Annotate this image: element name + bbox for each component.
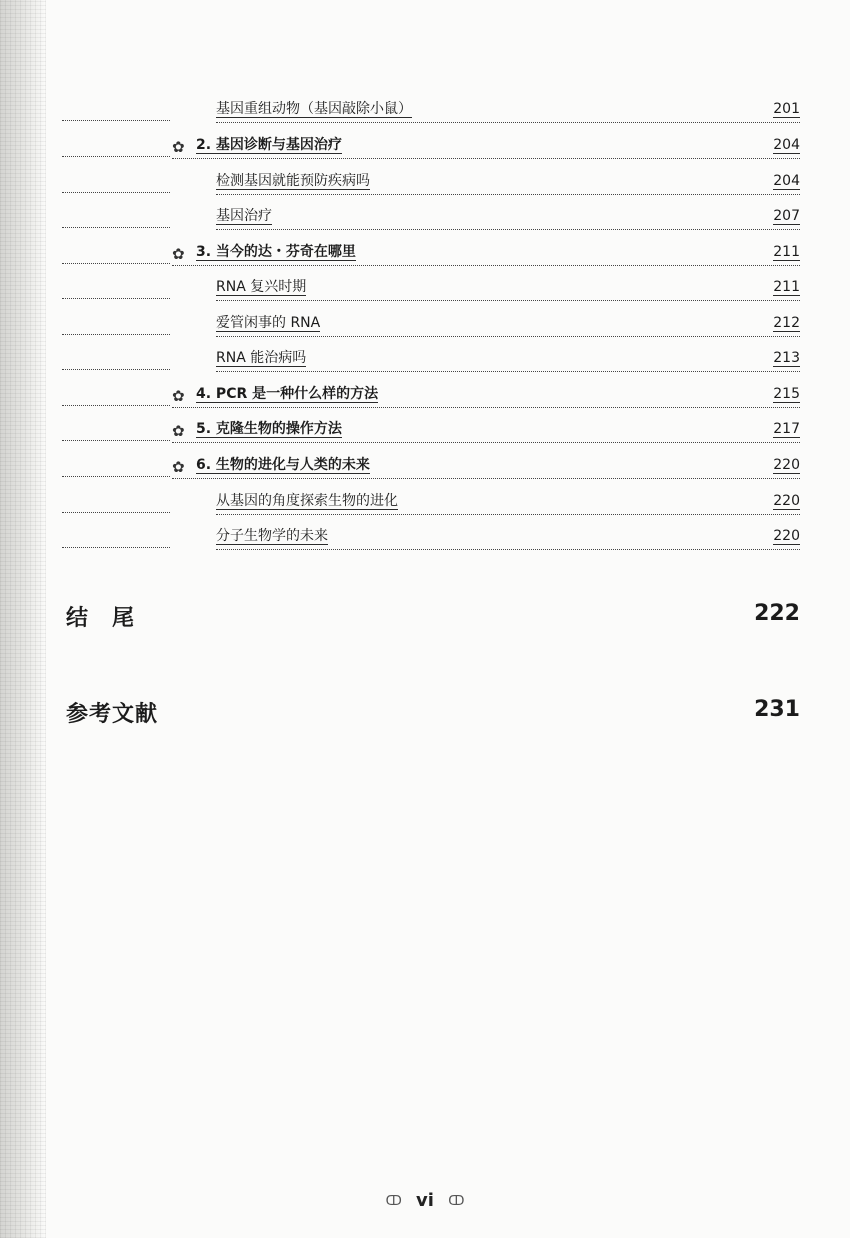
- page-binding-edge: [0, 0, 46, 1238]
- toc-entry[interactable]: [216, 345, 800, 372]
- toc-section-page[interactable]: 211: [773, 244, 800, 260]
- flower-bullet-icon: ✿: [172, 458, 185, 476]
- toc-section-title[interactable]: 2. 基因诊断与基因治疗: [196, 137, 342, 153]
- toc-section-page[interactable]: 204: [773, 137, 800, 153]
- dotted-leader: [62, 263, 170, 264]
- toc-section[interactable]: [172, 132, 800, 159]
- ornament-left-icon: ↀ: [385, 1193, 402, 1209]
- toc-entry-page[interactable]: 211: [773, 279, 800, 295]
- toc-chapter[interactable]: [66, 601, 800, 635]
- ornament-right-icon: ↀ: [448, 1193, 465, 1209]
- dotted-leader: [62, 405, 170, 406]
- toc-section-page[interactable]: 217: [773, 421, 800, 437]
- flower-bullet-icon: ✿: [172, 387, 185, 405]
- page-folio: [0, 1190, 850, 1211]
- dotted-leader: [62, 476, 170, 477]
- dotted-leader: [62, 192, 170, 193]
- toc-chapter-title[interactable]: 参考文献: [66, 702, 159, 727]
- toc-chapter-page[interactable]: 231: [754, 697, 800, 722]
- toc-section-title[interactable]: 5. 克隆生物的操作方法: [196, 421, 342, 437]
- toc-entry-page[interactable]: 220: [773, 528, 800, 544]
- toc-entry[interactable]: [216, 96, 800, 123]
- toc-entry[interactable]: [216, 203, 800, 230]
- toc-chapter-page[interactable]: 222: [754, 601, 800, 626]
- dotted-leader: [62, 512, 170, 513]
- toc-section-title[interactable]: 4. PCR 是一种什么样的方法: [196, 386, 379, 402]
- flower-bullet-icon: ✿: [172, 245, 185, 263]
- dotted-leader: [62, 120, 170, 121]
- toc-entry-title[interactable]: RNA 能治病吗: [216, 350, 307, 366]
- toc-section-title[interactable]: 6. 生物的进化与人类的未来: [196, 457, 370, 473]
- dotted-leader: [62, 334, 170, 335]
- toc-entry-page[interactable]: 207: [773, 208, 800, 224]
- toc-section[interactable]: [172, 452, 800, 479]
- dotted-leader: [62, 298, 170, 299]
- dotted-leader: [62, 227, 170, 228]
- toc-section-title[interactable]: 3. 当今的达・芬奇在哪里: [196, 244, 356, 260]
- page-number: vi: [416, 1190, 434, 1211]
- toc-section[interactable]: [172, 416, 800, 443]
- toc-entry-page[interactable]: 204: [773, 173, 800, 189]
- dotted-leader: [62, 369, 170, 370]
- toc-entry-title[interactable]: 爱管闲事的 RNA: [216, 315, 321, 331]
- toc-entry-title[interactable]: 基因治疗: [216, 208, 272, 224]
- toc-entry-title[interactable]: 基因重组动物（基因敲除小鼠）: [216, 101, 412, 117]
- toc-entry-page[interactable]: 220: [773, 493, 800, 509]
- toc-section[interactable]: [172, 239, 800, 266]
- toc-section-page[interactable]: 215: [773, 386, 800, 402]
- toc-section-page[interactable]: 220: [773, 457, 800, 473]
- toc-entry-page[interactable]: 213: [773, 350, 800, 366]
- toc-chapter[interactable]: [66, 697, 800, 731]
- toc-section[interactable]: [172, 381, 800, 408]
- toc-entry-title[interactable]: 分子生物学的未来: [216, 528, 328, 544]
- toc-chapter-title[interactable]: 结 尾: [66, 606, 136, 631]
- toc-entry[interactable]: [216, 488, 800, 515]
- flower-bullet-icon: ✿: [172, 422, 185, 440]
- toc-entry-page[interactable]: 212: [773, 315, 800, 331]
- dotted-leader: [62, 547, 170, 548]
- dotted-leader: [62, 156, 170, 157]
- flower-bullet-icon: ✿: [172, 138, 185, 156]
- toc-entry-page[interactable]: 201: [773, 101, 800, 117]
- toc-entry-title[interactable]: RNA 复兴时期: [216, 279, 307, 295]
- toc-entry[interactable]: [216, 523, 800, 550]
- toc-entry[interactable]: [216, 274, 800, 301]
- dotted-leader: [62, 440, 170, 441]
- toc-entry[interactable]: [216, 310, 800, 337]
- toc-entry[interactable]: [216, 168, 800, 195]
- toc-entry-title[interactable]: 检测基因就能预防疾病吗: [216, 173, 370, 189]
- toc-entry-title[interactable]: 从基因的角度探索生物的进化: [216, 493, 398, 509]
